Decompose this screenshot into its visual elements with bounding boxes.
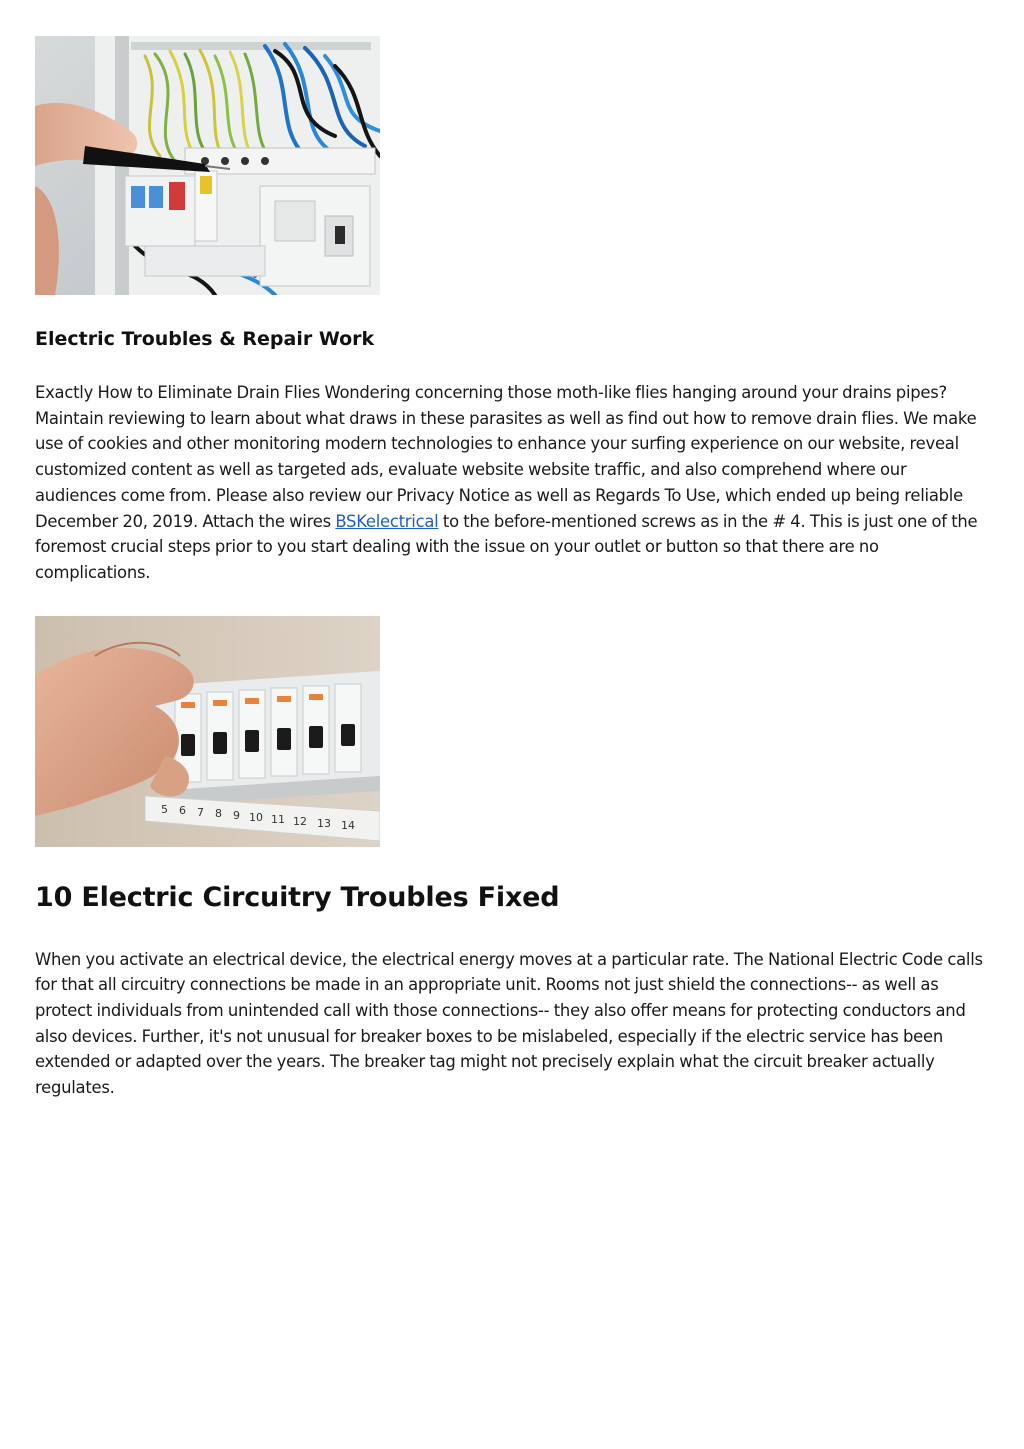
- breaker-number: 10: [249, 810, 263, 824]
- breaker-number: 6: [179, 803, 186, 817]
- paragraph-text-after-link: to the before-mentioned screws as in the # 4. This is just one of the foremost crucial steps prior to you start dealing with the issue on your outlet or button so that there are no complications.: [35, 511, 978, 582]
- breaker-number: 5: [161, 802, 168, 816]
- main-paragraph: When you activate an electrical device, the electrical energy moves at a particular rate. The National Electric Code calls for that all circuitry connections be made in an appropriate unit. Rooms not just shield the connections-- as well as protect individuals from unintended call with those connections-- they also offer means for protecting conductors and also devices. Further, it's not unusual for breaker boxes to be mislabeled, especially if the electric service has been extended or adapted over the years. The breaker tag might not precisely explain what the circuit breaker actually regulates.: [35, 949, 983, 1098]
- breaker-number: 9: [233, 808, 240, 822]
- breaker-number: 11: [271, 812, 285, 826]
- section-heading: Electric Troubles & Repair Work: [35, 328, 375, 350]
- main-heading: 10 Electric Circuitry Troubles Fixed: [35, 881, 560, 913]
- photo-electrical-panel: [35, 36, 380, 295]
- photo-circuit-breakers: [35, 616, 380, 847]
- breaker-number: 8: [215, 806, 222, 820]
- breaker-number: 7: [197, 805, 204, 819]
- bskelectrical-link[interactable]: BSKelectrical: [335, 511, 439, 531]
- breaker-number: 12: [293, 814, 307, 828]
- breaker-number: 13: [317, 816, 331, 830]
- section-paragraph: [35, 380, 985, 586]
- breaker-number: 14: [341, 818, 355, 832]
- electrical-panel-illustration: [35, 36, 380, 295]
- article: [35, 36, 985, 1101]
- circuit-breakers-illustration: [35, 616, 380, 847]
- paragraph-text-before-link: Exactly How to Eliminate Drain Flies Wondering concerning those moth-like flies hanging around your drains pipes? Maintain reviewing to learn about what draws in these parasites as well as find out how to remove drain flies. We make use of cookies and other monitoring modern technologies to enhance your surfing experience on our website, reveal customized content as well as targeted ads, evaluate website website traffic, and also comprehend where our audiences come from. Please also review our Privacy Notice as well as Regards To Use, which ended up being reliable December 20, 2019. Attach the wires: [35, 383, 977, 531]
